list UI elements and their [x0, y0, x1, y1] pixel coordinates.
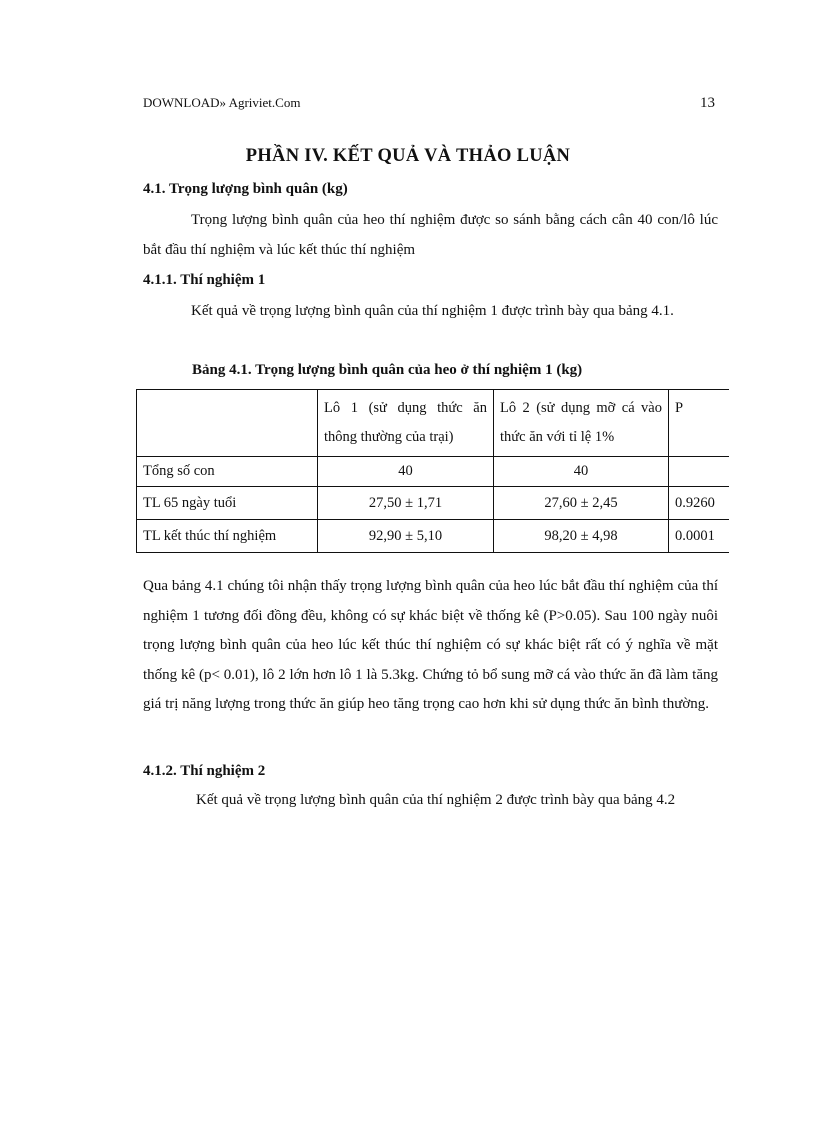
table-cell: 0.9260	[669, 487, 730, 520]
table-cell	[669, 457, 730, 487]
table-cell: TL 65 ngày tuổi	[137, 487, 318, 520]
section-heading-4-1-2: 4.1.2. Thí nghiệm 2	[143, 763, 266, 779]
section-paragraph-4-1-2-text: Kết quả về trọng lượng bình quân của thí nghiệm 2 được trình bày qua bảng 4.2	[196, 792, 676, 808]
table-row	[137, 487, 730, 520]
table-cell: 92,90 ± 5,10	[318, 520, 494, 553]
section-paragraph-4-1	[143, 206, 718, 265]
table-header-cell: P	[669, 390, 730, 457]
chapter-title: PHẦN IV. KẾT QUẢ VÀ THẢO LUẬN	[245, 146, 571, 166]
table-header-cell: Lô 2 (sử dụng mỡ cá vào thức ăn với tỉ lệ 1%	[494, 390, 669, 457]
section-paragraph-4-1-1-text: Kết quả về trọng lượng bình quân của thí nghiệm 1 được trình bày qua bảng 4.1.	[191, 303, 674, 319]
section-paragraph-4-1-2	[143, 786, 718, 816]
document-source-header: DOWNLOAD» Agriviet.Com	[143, 95, 301, 110]
table-cell: 40	[318, 457, 494, 487]
table-header-row	[137, 390, 730, 457]
table-cell: TL kết thúc thí nghiệm	[137, 520, 318, 553]
table-cell: 40	[494, 457, 669, 487]
table-cell: 98,20 ± 4,98	[494, 520, 669, 553]
section-paragraph-4-1-text: Trọng lượng bình quân của heo thí nghiệm được so sánh bằng cách cân 40 con/lô lúc bắt đầu thí nghiệm và lúc kết thúc thí nghiệm	[143, 212, 718, 258]
section-paragraph-4-1-1	[143, 297, 718, 327]
table-cell: 0.0001	[669, 520, 730, 553]
table-row	[137, 520, 730, 553]
table-cell: 27,60 ± 2,45	[494, 487, 669, 520]
table-header-cell: Lô 1 (sử dụng thức ăn thông thường của trại)	[318, 390, 494, 457]
section-heading-4-1: 4.1. Trọng lượng bình quân (kg)	[143, 181, 348, 197]
table-header-cell	[137, 390, 318, 457]
page-number: 13	[700, 95, 715, 111]
table-caption: Bảng 4.1. Trọng lượng bình quân của heo ở thí nghiệm 1 (kg)	[192, 362, 583, 378]
table-cell: 27,50 ± 1,71	[318, 487, 494, 520]
table-cell: Tổng số con	[137, 457, 318, 487]
discussion-paragraph: Qua bảng 4.1 chúng tôi nhận thấy trọng lượng bình quân của heo lúc bắt đầu thí nghiệm của thí nghiệm 1 tương đối đồng đều, không có sự khác biệt về thống kê (P>0.05). Sau 100 ngày nuôi trọng lượng bình quân của heo lúc kết thúc thí nghiệm có sự khác biệt rất có ý nghĩa về mặt thống kê (p< 0.01), lô 2 lớn hơn lô 1 là 5.3kg. Chứng tỏ bổ sung mỡ cá vào thức ăn đã làm tăng giá trị năng lượng trong thức ăn giúp heo tăng trọng cao hơn khi sử dụng thức ăn bình thường.	[143, 578, 718, 712]
results-table	[136, 389, 729, 553]
table-row	[137, 457, 730, 487]
section-heading-4-1-1: 4.1.1. Thí nghiệm 1	[143, 272, 266, 288]
